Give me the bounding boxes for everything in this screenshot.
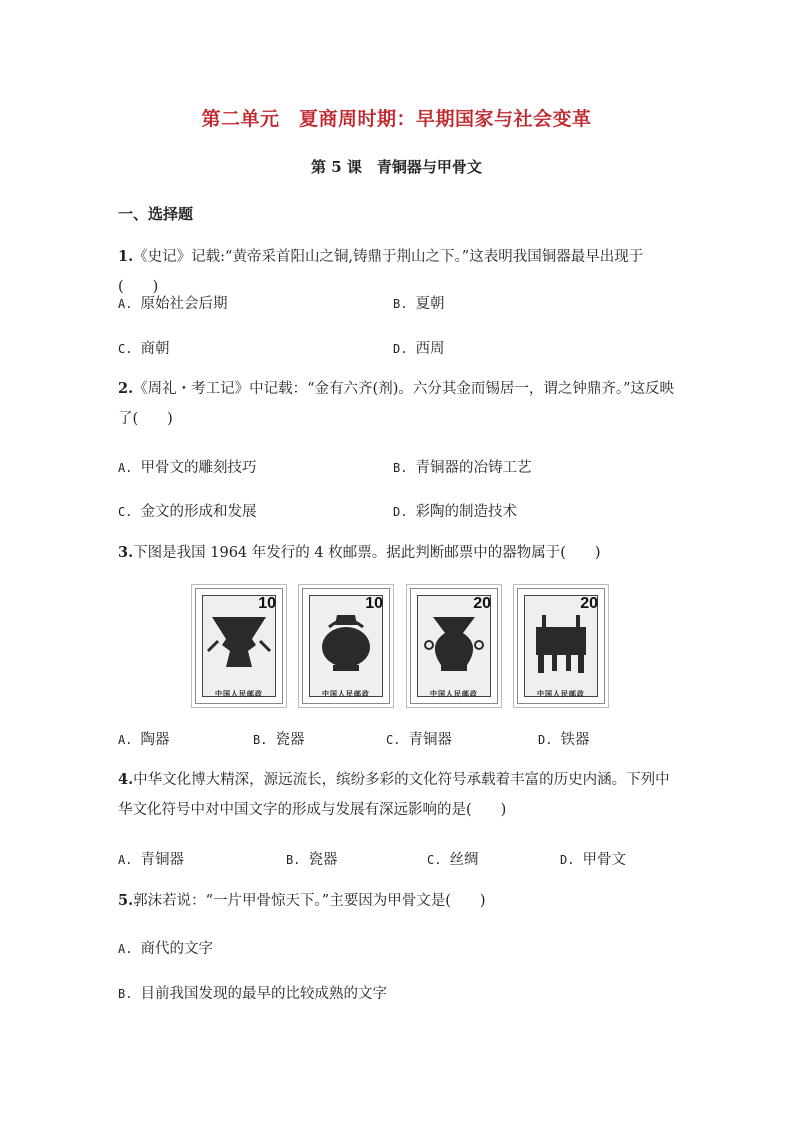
- option-2d[interactable]: [393, 500, 517, 521]
- question-text: 下图是我国 1964 年发行的 4 枚邮票。据此判断邮票中的器物属于( ): [133, 545, 601, 561]
- stamp-3: [410, 588, 498, 704]
- option-3d[interactable]: [538, 728, 589, 749]
- bronze-zun-icon: [204, 611, 274, 677]
- question-4: [118, 765, 683, 825]
- option-text: 夏朝: [415, 296, 445, 312]
- option-letter: C.: [118, 342, 133, 356]
- lesson-title: 第 5 课 青铜器与甲骨文: [311, 158, 482, 176]
- option-text: 甲骨文的雕刻技巧: [140, 460, 257, 476]
- stamp-4: [517, 588, 605, 704]
- option-text: 彩陶的制造技术: [415, 504, 517, 520]
- option-1a[interactable]: [118, 292, 227, 313]
- option-4c[interactable]: [427, 848, 478, 869]
- stamp-2: [302, 588, 390, 704]
- option-3b[interactable]: [253, 728, 304, 749]
- option-letter: A.: [118, 733, 133, 747]
- option-4d[interactable]: [560, 848, 626, 869]
- option-letter: C.: [118, 505, 133, 519]
- option-text: 商朝: [140, 341, 170, 357]
- question-3: [118, 538, 683, 568]
- option-text: 原始社会后期: [140, 296, 228, 312]
- option-2b[interactable]: [393, 456, 531, 477]
- unit-title: 第二单元 夏商周时期：早期国家与社会变革: [201, 108, 592, 130]
- question-number: 3.: [118, 544, 134, 561]
- question-number: 5.: [118, 892, 134, 909]
- option-text: 青铜器: [140, 852, 184, 868]
- option-text: 商代的文字: [140, 941, 213, 957]
- option-text: 甲骨文: [582, 852, 626, 868]
- option-letter: B.: [253, 733, 268, 747]
- option-text: 金文的形成和发展: [140, 504, 257, 520]
- option-letter: A.: [118, 461, 133, 475]
- option-text: 瓷器: [308, 852, 338, 868]
- stamp-1: [195, 588, 283, 704]
- option-letter: D.: [560, 853, 575, 867]
- option-1d[interactable]: [393, 337, 444, 358]
- option-5a[interactable]: [118, 937, 213, 958]
- bronze-ding-icon: [526, 611, 596, 677]
- option-2a[interactable]: [118, 456, 256, 477]
- option-letter: D.: [538, 733, 553, 747]
- section-heading: 一、选择题: [118, 205, 194, 223]
- option-letter: A.: [118, 853, 133, 867]
- option-1b[interactable]: [393, 292, 444, 313]
- option-letter: C.: [427, 853, 442, 867]
- option-letter: D.: [393, 342, 408, 356]
- option-text: 丝绸: [449, 852, 479, 868]
- question-2: [118, 374, 683, 434]
- option-letter: B.: [393, 461, 408, 475]
- option-4a[interactable]: [118, 848, 184, 869]
- option-letter: C.: [386, 733, 401, 747]
- question-number: 2.: [118, 380, 134, 397]
- stamp-denomination: 20: [580, 595, 598, 612]
- option-text: 目前我国发现的最早的比较成熟的文字: [140, 986, 387, 1002]
- stamp-denomination: 10: [258, 595, 276, 612]
- question-text: 郭沫若说：“一片甲骨惊天下。”主要因为甲骨文是( ): [133, 893, 486, 909]
- option-letter: A.: [118, 942, 133, 956]
- option-letter: B.: [286, 853, 301, 867]
- option-text: 青铜器的冶铸工艺: [415, 460, 532, 476]
- question-number: 4.: [118, 771, 134, 788]
- stamp-caption: 中国人民邮政: [215, 689, 263, 698]
- option-4b[interactable]: [286, 848, 337, 869]
- question-text: 中华文化博大精深，源远流长，缤纷多彩的文化符号承载着丰富的历史内涵。下列中华文化符号中对中国文字的形成与发展有深远影响的是( ): [118, 772, 670, 818]
- option-text: 青铜器: [408, 732, 452, 748]
- stamp-denomination: 20: [473, 595, 491, 612]
- option-text: 铁器: [560, 732, 590, 748]
- option-letter: B.: [393, 297, 408, 311]
- stamp-denomination: 10: [365, 595, 383, 612]
- option-letter: A.: [118, 297, 133, 311]
- option-letter: D.: [393, 505, 408, 519]
- question-number: 1.: [118, 248, 134, 265]
- stamp-caption: 中国人民邮政: [322, 689, 370, 698]
- stamp-caption: 中国人民邮政: [537, 689, 585, 698]
- question-text: 《周礼・考工记》中记载：“金有六齐(剂)。六分其金而锡居一，谓之钟鼎齐。”这反映了( ): [118, 381, 675, 427]
- question-text: 《史记》记载:“黄帝采首阳山之铜,铸鼎于荆山之下。”这表明我国铜器最早出现于( ): [118, 249, 644, 295]
- option-1c[interactable]: [118, 337, 169, 358]
- option-text: 瓷器: [275, 732, 305, 748]
- stamp-caption: 中国人民邮政: [430, 689, 478, 698]
- option-3c[interactable]: [386, 728, 452, 749]
- option-text: 陶器: [140, 732, 170, 748]
- bronze-hu-icon: [419, 611, 489, 677]
- bronze-you-icon: [311, 611, 381, 677]
- option-letter: B.: [118, 987, 133, 1001]
- option-text: 西周: [415, 341, 445, 357]
- option-3a[interactable]: [118, 728, 169, 749]
- option-5b[interactable]: [118, 982, 387, 1003]
- question-5: [118, 886, 683, 916]
- option-2c[interactable]: [118, 500, 256, 521]
